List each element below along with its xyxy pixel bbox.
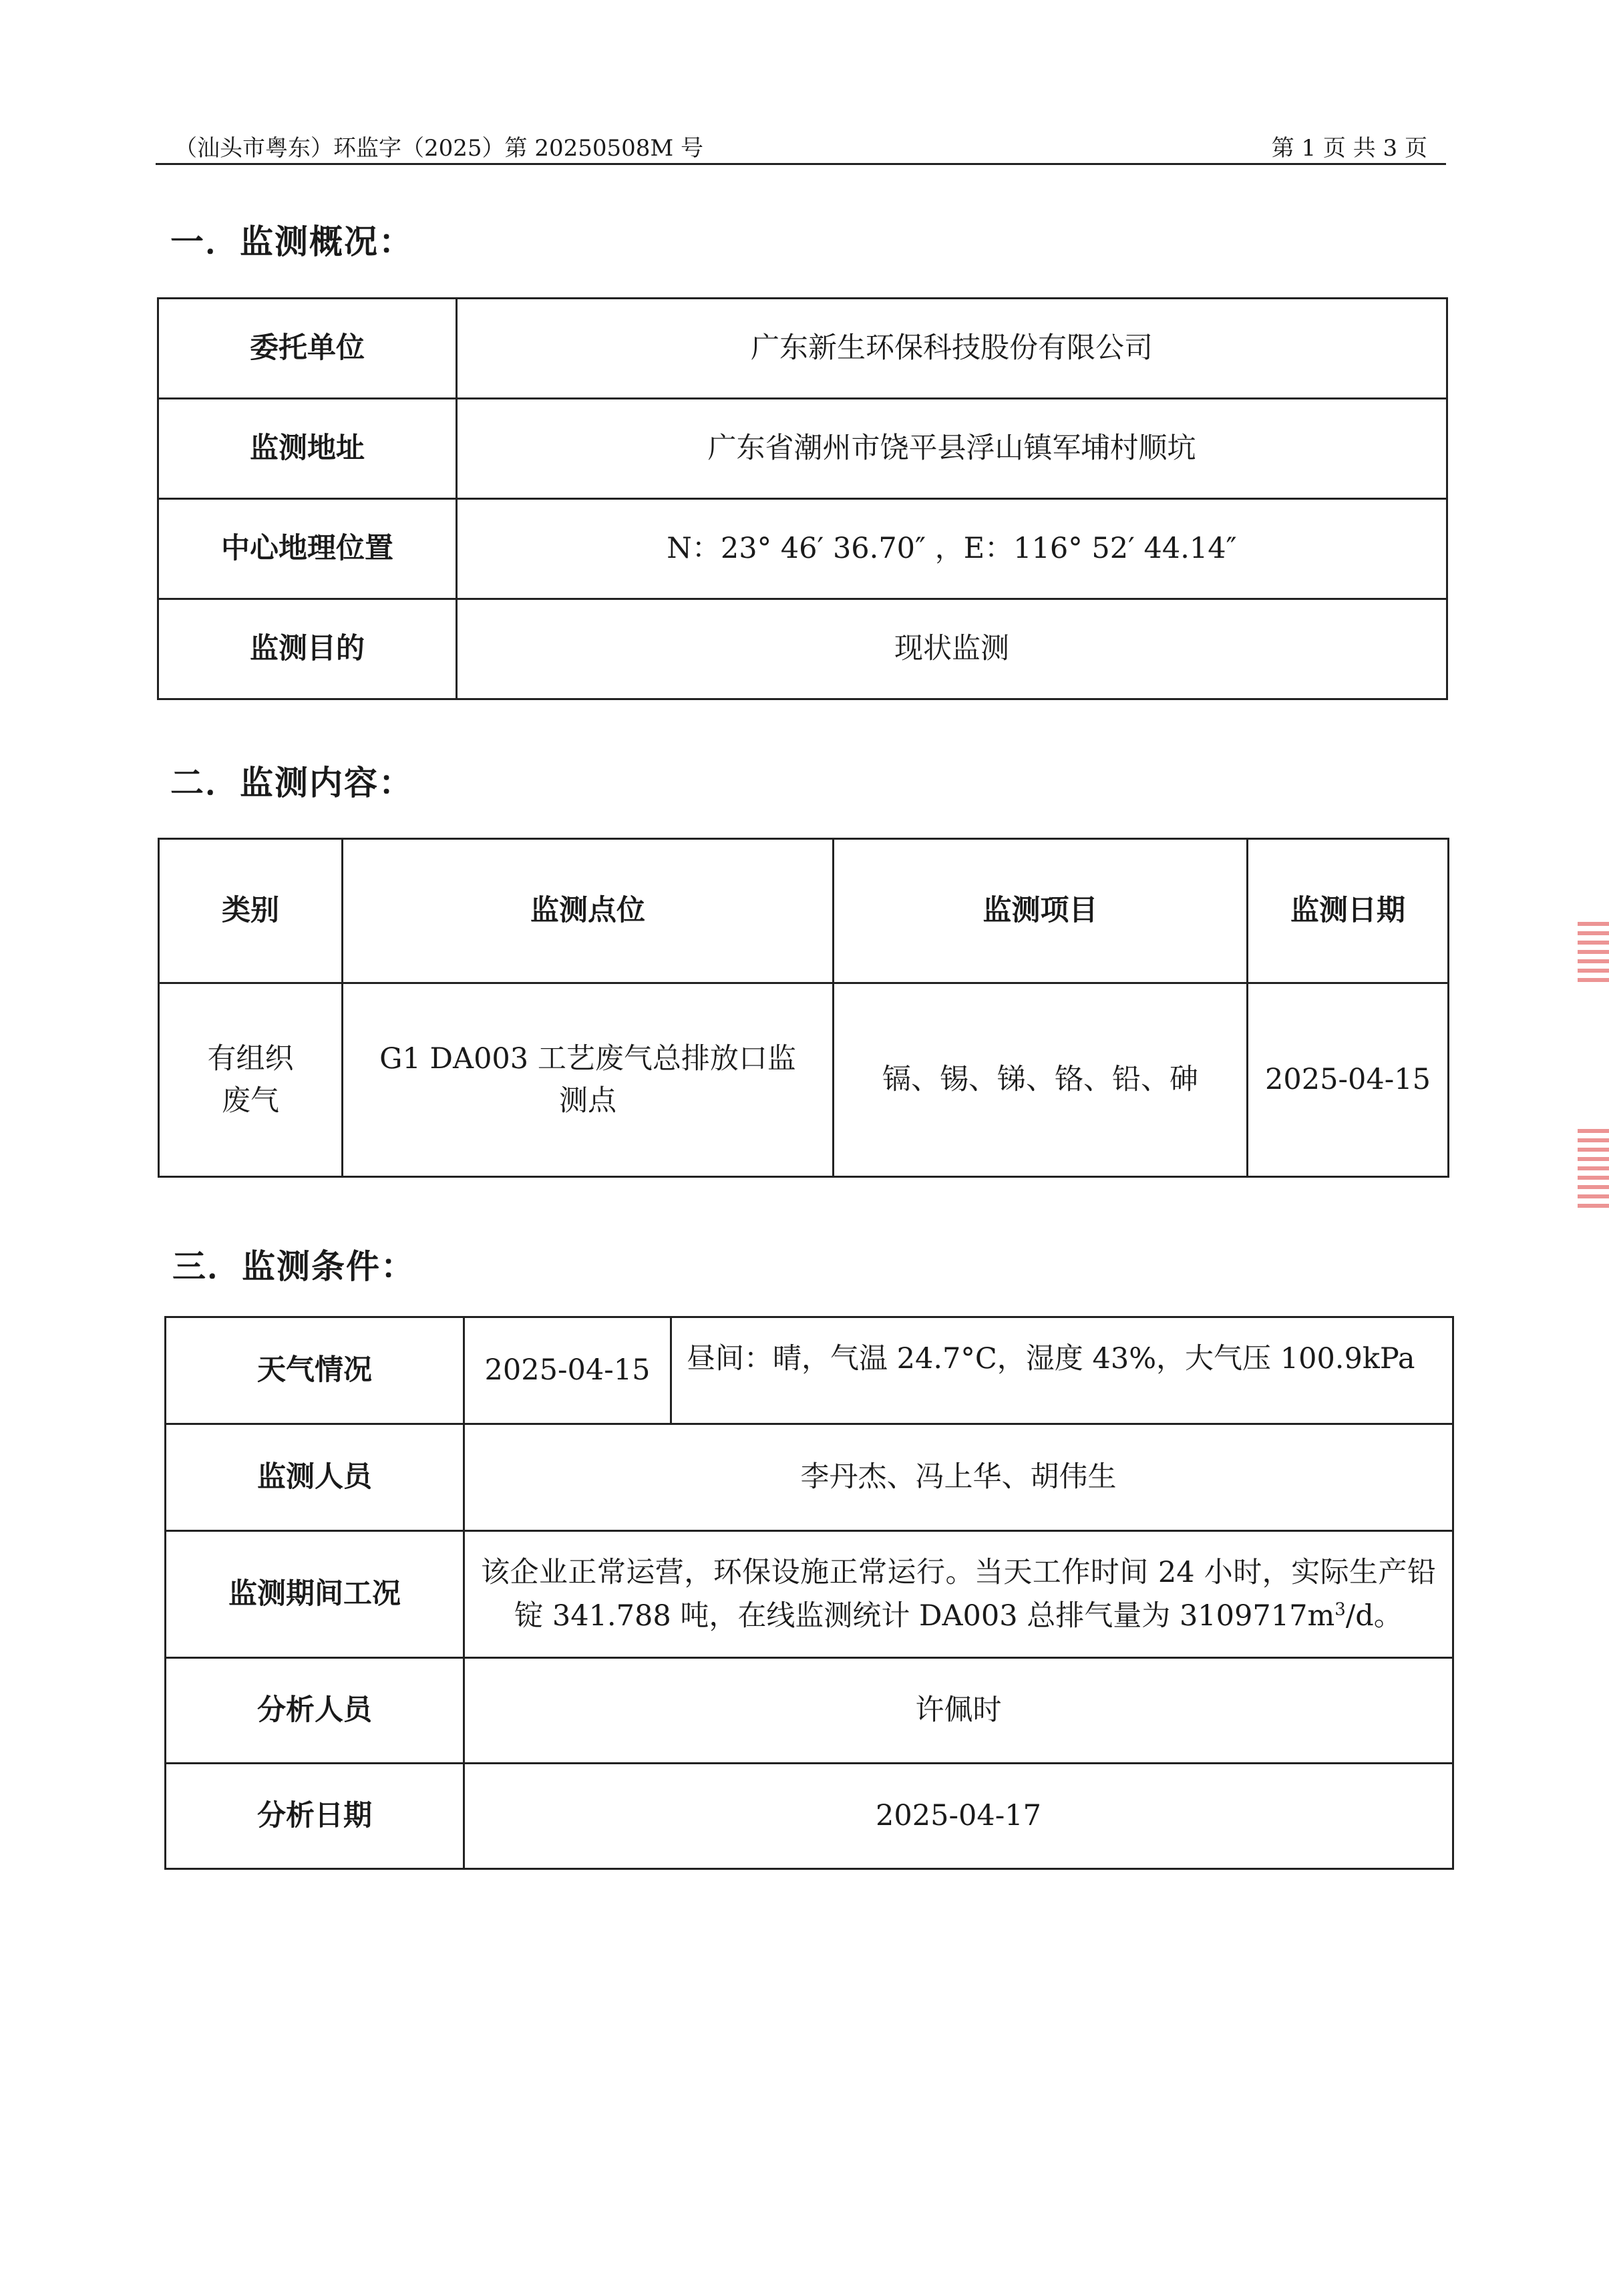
personnel-row — [166, 1424, 1453, 1531]
personnel-label: 监测人员 — [166, 1424, 464, 1531]
date-value: 2025-04-15 — [1248, 983, 1449, 1177]
purpose-label: 监测目的 — [158, 599, 457, 699]
header-items: 监测项目 — [834, 839, 1248, 983]
overview-row-purpose — [158, 599, 1447, 699]
content-data-row — [159, 983, 1449, 1177]
section3-title: 三．监测条件： — [172, 1247, 415, 1286]
overview-row-address — [158, 399, 1447, 499]
client-value: 广东新生环保科技股份有限公司 — [457, 299, 1447, 399]
client-label: 委托单位 — [158, 299, 457, 399]
overview-table — [157, 297, 1448, 700]
header-rule — [156, 163, 1446, 165]
location-label: 中心地理位置 — [158, 499, 457, 599]
header-date: 监测日期 — [1248, 839, 1449, 983]
conditions-row — [166, 1531, 1453, 1658]
overview-row-client — [158, 299, 1447, 399]
conditions-value — [464, 1531, 1453, 1658]
unit-exponent: 3 — [1334, 1599, 1346, 1620]
location-point-value: G1 DA003 工艺废气总排放口监测点 — [343, 983, 834, 1177]
location-value: N：23° 46′ 36.70″ ，E：116° 52′ 44.14″ — [457, 499, 1447, 599]
conditions-text-end: /d。 — [1345, 1599, 1403, 1633]
items-value: 镉、锡、锑、铬、铅、砷 — [834, 983, 1248, 1177]
weather-row — [166, 1317, 1453, 1424]
overview-row-location — [158, 499, 1447, 599]
content-header-row — [159, 839, 1449, 983]
weather-label: 天气情况 — [166, 1317, 464, 1424]
header-category: 类别 — [159, 839, 343, 983]
purpose-value: 现状监测 — [457, 599, 1447, 699]
address-label: 监测地址 — [158, 399, 457, 499]
conditions-label: 监测期间工况 — [166, 1531, 464, 1658]
analyst-label: 分析人员 — [166, 1658, 464, 1764]
personnel-value: 李丹杰、冯上华、胡伟生 — [464, 1424, 1453, 1531]
seal-fragment-top — [1578, 922, 1609, 982]
content-table — [158, 838, 1449, 1178]
conditions-table — [164, 1316, 1454, 1870]
page-info: 第 1 页 共 3 页 — [1271, 135, 1427, 162]
address-value: 广东省潮州市饶平县浮山镇军埔村顺坑 — [457, 399, 1447, 499]
analysis-date-label: 分析日期 — [166, 1764, 464, 1869]
section2-title: 二．监测内容： — [170, 764, 413, 802]
category-value: 有组织废气 — [159, 983, 343, 1177]
document-number: （汕头市粤东）环监字（2025）第 20250508M 号 — [174, 135, 704, 162]
analyst-value: 许佩时 — [464, 1658, 1453, 1764]
seal-fragment-bottom — [1578, 1129, 1609, 1209]
conditions-text: 该企业正常运营，环保设施正常运行。当天工作时间 24 小时，实际生产铅锭 341.788 吨，在线监测统计 DA003 总排气量为 3109717m — [481, 1556, 1436, 1633]
analysis-date-value: 2025-04-17 — [464, 1764, 1453, 1869]
weather-date: 2025-04-15 — [464, 1317, 671, 1424]
section1-title: 一．监测概况： — [170, 222, 413, 261]
page-header — [156, 130, 1446, 164]
weather-value: 昼间：晴，气温 24.7°C，湿度 43%，大气压 100.9kPa — [671, 1317, 1453, 1424]
header-location: 监测点位 — [343, 839, 834, 983]
analyst-row — [166, 1658, 1453, 1764]
analysis-date-row — [166, 1764, 1453, 1869]
